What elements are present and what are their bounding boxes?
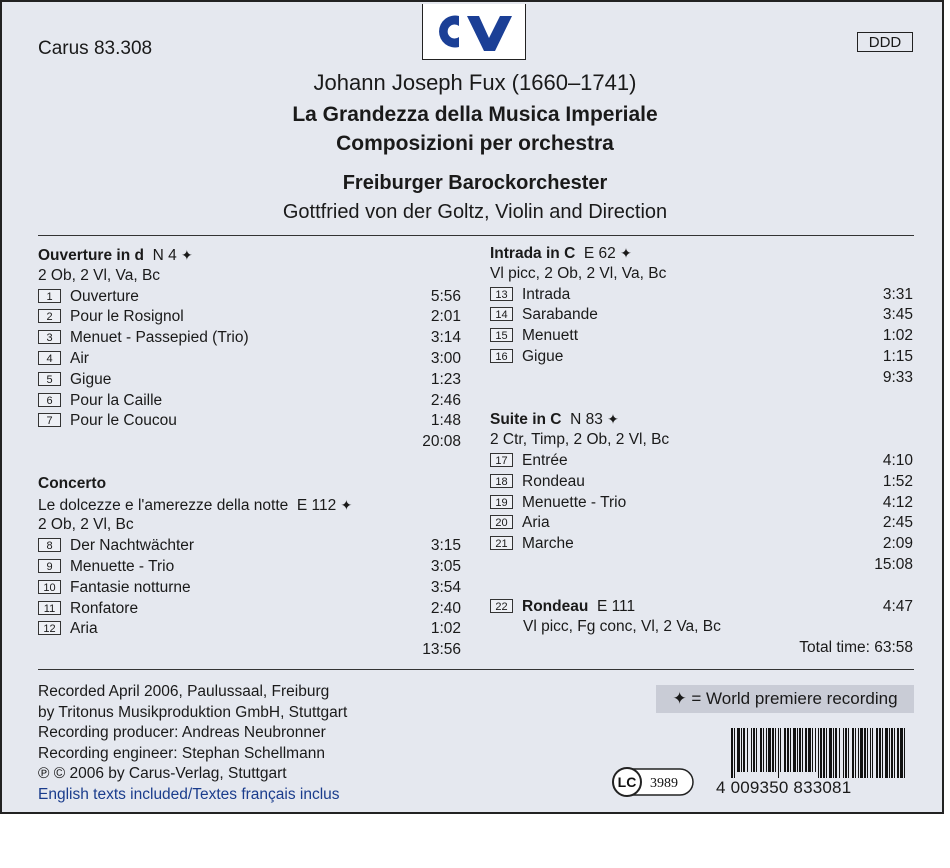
track-row (38, 307, 461, 328)
recording-credits: Recorded April 2006, Paulussaal, Freiburg by Tritonus Musikproduktion GmbH, Stuttgart Recording producer: Andreas Neubronner Recording engineer: Stephan Schellmann ℗ © 2006 by Carus-Verlag, Stuttgart English texts included/Textes français inclus (38, 682, 347, 806)
svg-text:LC: LC (617, 774, 637, 790)
track-title: Entrée (522, 451, 568, 469)
track-list (38, 536, 461, 640)
track-duration: 2:01 (430, 308, 461, 326)
star-icon: ✦ (181, 247, 193, 263)
work-heading: Intrada in C E 62 ✦ (490, 245, 632, 262)
album-title: La Grandezza della Musica Imperiale (292, 103, 658, 126)
composer: Johann Joseph Fux (1660–1741) (313, 70, 637, 95)
track-row (38, 536, 461, 557)
track-row (490, 472, 913, 493)
track-duration: 3:14 (430, 329, 461, 347)
left-column (38, 245, 461, 661)
track-title: Aria (522, 514, 550, 532)
track-title: Gigue (522, 347, 564, 365)
track-duration: 1:48 (430, 412, 461, 430)
work-total: 9:33 (882, 368, 913, 386)
work-scoring: 2 Ob, 2 Vl, Bc (38, 516, 134, 534)
track-number: 6 (38, 393, 61, 407)
track-number: 2 (38, 309, 61, 323)
track-duration: 3:31 (882, 285, 913, 303)
track-row (490, 305, 913, 326)
track-title: Ouverture (70, 287, 139, 305)
track-row (38, 411, 461, 432)
star-icon: ✦ (340, 496, 353, 513)
svg-text:3989: 3989 (650, 776, 678, 791)
track-duration: 1:52 (882, 472, 913, 490)
track-number: 3 (38, 330, 61, 344)
track-row (38, 599, 461, 620)
track-number: 15 (490, 328, 513, 342)
track-title: Pour la Caille (70, 391, 163, 409)
languages-note: English texts included/Textes français inclus (38, 785, 340, 803)
track-duration: 2:46 (430, 391, 461, 409)
track-title: Marche (522, 535, 574, 553)
track-duration: 1:23 (430, 370, 461, 388)
track-row (38, 370, 461, 391)
divider-top (38, 235, 914, 236)
track-title: Der Nachtwächter (70, 537, 195, 555)
track-row (38, 328, 461, 349)
track-row (490, 513, 913, 534)
track-title: Menuette - Trio (70, 557, 175, 575)
rondeau-track: 22 Rondeau E 111 4:47 (490, 597, 913, 618)
right-column (490, 243, 913, 659)
track-number: 10 (38, 580, 61, 594)
work-total: 15:08 (874, 555, 913, 573)
work-scoring: Vl picc, 2 Ob, 2 Vl, Va, Bc (490, 264, 667, 282)
barcode (729, 728, 909, 785)
track-row (38, 578, 461, 599)
track-duration: 3:54 (430, 578, 461, 596)
track-number: 20 (490, 515, 513, 529)
work-scoring: 2 Ob, 2 Vl, Va, Bc (38, 266, 161, 284)
track-duration: 1:15 (882, 347, 913, 365)
work-scoring: 2 Ctr, Timp, 2 Ob, 2 Vl, Bc (490, 431, 670, 449)
track-row (38, 391, 461, 412)
track-title: Pour le Coucou (70, 412, 177, 430)
track-row (490, 451, 913, 472)
track-number: 5 (38, 372, 61, 386)
track-duration: 3:15 (430, 537, 461, 555)
track-duration: 1:02 (430, 620, 461, 638)
track-number: 14 (490, 307, 513, 321)
work-heading: Ouverture in d N 4 ✦ (38, 247, 193, 264)
work-scoring: Vl picc, Fg conc, Vl, 2 Va, Bc (523, 618, 721, 636)
track-title: Fantasie notturne (70, 578, 191, 596)
track-title: Gigue (70, 370, 112, 388)
track-number: 19 (490, 495, 513, 509)
track-duration: 4:10 (882, 451, 913, 469)
catalog-number: Carus 83.308 (38, 38, 153, 59)
track-number: 12 (38, 621, 61, 635)
track-duration: 3:45 (882, 306, 913, 324)
track-title: Ronfatore (70, 599, 139, 617)
track-duration: 2:45 (882, 514, 913, 532)
work-subtitle: Le dolcezze e l'amerezze della notte E 112 ✦ (38, 496, 353, 514)
divider-bottom (38, 669, 914, 670)
barcode-icon (729, 728, 909, 780)
director: Gottfried von der Goltz, Violin and Direction (282, 201, 668, 223)
track-row (38, 557, 461, 578)
track-row (490, 493, 913, 514)
track-title: Pour le Rosignol (70, 308, 184, 326)
track-list (38, 287, 461, 433)
carus-logo (422, 4, 526, 60)
track-row (490, 534, 913, 555)
work-heading: Concerto (38, 474, 107, 492)
track-row (490, 347, 913, 368)
total-time: Total time: 63:58 (799, 639, 913, 657)
track-row (490, 285, 913, 306)
track-number: 11 (38, 601, 61, 615)
label-code-icon (612, 766, 696, 798)
track-row (38, 287, 461, 308)
track-number: 1 (38, 289, 61, 303)
work-heading: Suite in C N 83 ✦ (490, 411, 619, 429)
track-number: 17 (490, 453, 513, 467)
work-total: 20:08 (422, 433, 461, 451)
track-duration: 2:40 (430, 599, 461, 617)
track-number: 4 (38, 351, 61, 365)
track-row (490, 326, 913, 347)
track-number: 8 (38, 538, 61, 552)
track-title: Intrada (522, 285, 571, 303)
track-duration: 3:05 (430, 557, 461, 575)
track-number: 22 (490, 599, 513, 613)
label-code (612, 766, 696, 803)
star-icon: ✦ (607, 411, 619, 428)
track-duration: 2:09 (882, 535, 913, 553)
album-subtitle: Composizioni per orchestra (336, 132, 614, 155)
barcode-number: 4 009350 833081 (716, 778, 852, 797)
star-icon: ✦ (620, 245, 632, 261)
track-row (38, 349, 461, 370)
track-title: Air (70, 349, 89, 367)
track-number: 9 (38, 559, 61, 573)
track-list (490, 285, 913, 368)
orchestra: Freiburger Barockorchester (342, 172, 608, 194)
track-title: Menuette - Trio (522, 493, 627, 511)
track-duration: 1:02 (882, 327, 913, 345)
carus-cv-logo-icon (423, 4, 524, 59)
premiere-legend: ✦ = World premiere recording (656, 685, 914, 713)
work-total: 13:56 (422, 641, 461, 659)
ddd-badge: DDD (857, 32, 913, 52)
track-number: 21 (490, 536, 513, 550)
track-title: Aria (70, 620, 98, 638)
track-list (490, 451, 913, 555)
track-number: 16 (490, 349, 513, 363)
track-title: Rondeau (522, 472, 585, 490)
track-row (38, 619, 461, 640)
track-title: Menuet - Passepied (Trio) (70, 329, 249, 347)
track-duration: 4:12 (882, 493, 913, 511)
track-number: 18 (490, 474, 513, 488)
track-number: 7 (38, 413, 61, 427)
track-title: Sarabande (522, 306, 598, 324)
track-title: Menuett (522, 327, 579, 345)
track-number: 13 (490, 287, 513, 301)
track-duration: 3:00 (430, 349, 461, 367)
track-duration: 5:56 (430, 287, 461, 305)
